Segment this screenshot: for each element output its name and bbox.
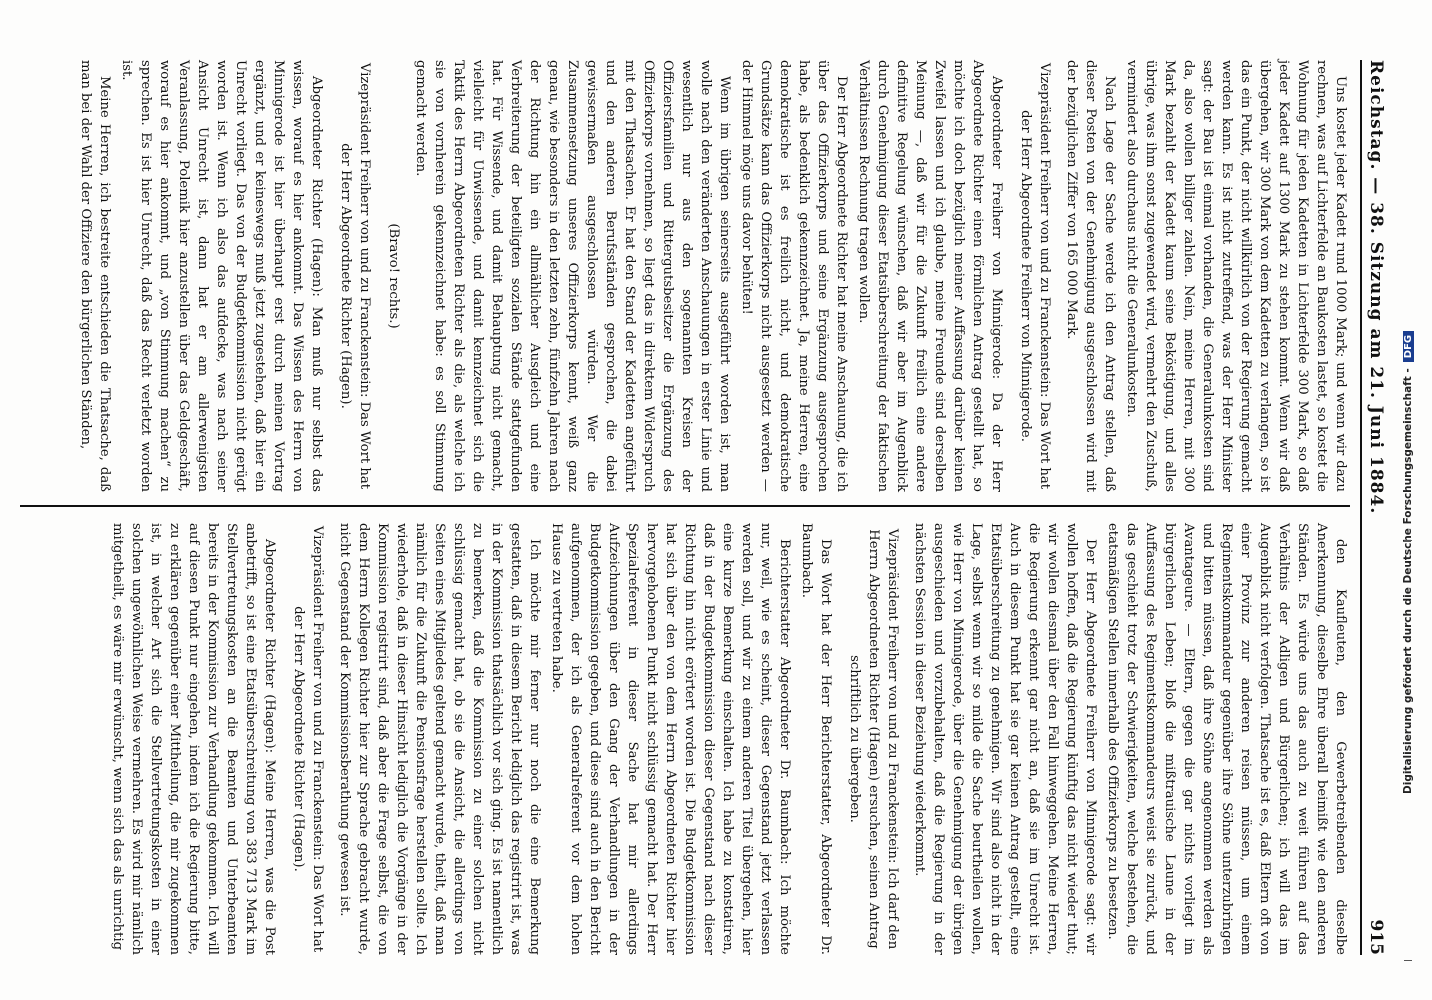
right-text-column: [105, 523, 1350, 955]
dfg-badge: DFG: [1403, 331, 1414, 362]
left-text-column: [73, 60, 1350, 492]
paragraph: Nach Lage der Sache werde ich den Antrag stellen, daß dieser Posten von der Genehmigung ausgeschlossen wird mit der bezüglichen Ziffer von 165 000 Mark.: [1064, 60, 1117, 492]
paragraph: den Kaufleuten, den Gewerbetreibenden dieselbe Anerkennung, dieselbe Ehre überall beimißt wie den anderen Ständen. Es würde uns das auch zu weit führen auf das Verhältnis der Adligen und Bürgerlichen; ich will das im Augenblick nicht verfolgen. Thatsache ist es, daß Eltern oft von einer Provinz zur anderen reisen müssen, um einem Regimentskommandeur gegenüber ihre Söhne unterzubringen und bitten müssen, daß ihre Söhne angenommen werden als Avantageure. — Eltern, gegen die gar nichts vorliegt im bürgerlichen Leben; bloß die mißtrauische Laune in der Auffassung des Regimentskommandeurs weist sie zurück, und das geschieht trotz der Schwierigkeiten, welche bestehen, die etatsmäßigen Stellen innerhalb des Offizierkorps zu besetzen.: [1105, 523, 1348, 955]
paragraph: Abgeordneter Richter (Hagen): Meine Herren, was die Post anbetrifft, so ist eine Etatsüberschreitung von 383 713 Mark im Stellvertretungskosten an die Beamten und Unterbeamten bereits in der Kommission zur Verhandlung gekommen. Ich will auf diesen Punkt nur eingehen, indem ich die Regierung bitte, zu erklären gegenüber einer Mittheilung, die mir zugekommen ist, in welcher Art sich die Stellvertretungskosten in einer solchen ungewöhnlichen Weise vermehren. Es wird mir nämlich mitgetheilt, es wäre mir erwünscht, wenn sich das als unrichtig: [110, 523, 277, 955]
paragraph: Der Herr Abgeordnete Richter hat meine Anschauung, die ich über das Offizierkorps und seine Ergänzung ausgesprochen habe, als bedenklich gekennzeichnet. Ja, meine Herren, eine demokratische ist es freilich nicht, und demokratische Grundsätze kann das Offizierkorps nicht ausgesetzt werden — der Himmel möge uns davor behüten!: [739, 60, 849, 492]
paragraph: Meine Herren, ich bestreite entschieden die Thatsache, daß man bei der Wahl der Offiziere den bürgerlichen Ständen,: [78, 60, 112, 492]
paragraph: Abgeordneter Freiherr von Minnigerode: Da der Herr Abgeordnete Richter einen förmlichen Antrag gestellt hat, so möchte ich doch bezüglich meiner Auffassung darüber keinen Zweifel lassen und ich glaube, meine Freunde sind derselben Meinung —, daß wir für die Zukunft freilich eine andere definitive Regelung wünschen, daß wir aber im Augenblick durch Genehmigung dieser Etatsüberschreitung der faktischen Verhältnissen Rechnung tragen wollen.: [856, 60, 1004, 492]
header-title: Reichstag. — 38. Sitzung am 21. Juni 1884.: [1366, 60, 1386, 515]
paragraph: Wenn im übrigen seinerseits ausgeführt worden ist, man wolle nach den veränderten Anschauungen in erster Linie und wesentlich nur aus den sogenannten Kreisen der Offiziersfamilien und Rittergutsbesitzer die Ergänzung des Offizierkorps vornehmen, so liegt das in direktem Widerspruch mit den Thatsachen. Er hat den Stand der Kadetten angeführt und den anderen Berufsständen gesprochen, die dabei gewissermaßen ausgeschlossen würden. Wer die Zusammensetzung unseres Offizierkorps kennt, weiß ganz genau, wie besonders in den letzten zehn, fünfzehn Jahren nach der Richtung hin ein allmählicher Ausgleich und eine Verbreiterung der beteiligten sozialen Stände stattgefunden hat. Für Wissende, und damit Behauptung nicht gemacht, vielleicht für Unwissende, und damit kennzeichnet sich die Taktik des Herrn Abgeordneten Richter als die, als welche ich sie von vornherein gekennzeichnet habe: es soll Stimmung gemacht werden.: [413, 60, 732, 492]
speaker-note: Vizepräsident Freiherr von und zu Franckenstein: Das Wort hat der Herr Abgeordnete Richter (Hagen).: [291, 525, 325, 953]
paragraph: Ich möchte mir ferner nur noch die eine Bemerkung gestatten, daß in diesem Bericht lediglich das registrirt ist, was in der Kommission thatsächlich vor sich ging. Es ist namentlich zu bemerken, daß die Kommission zu einer solchen nicht schlüssig gemacht hat, ob sie die Ansicht, die allerdings von Seiten eines Mitgliedes geltend gemacht wurde, theilt, daß man nämlich für die Zukunft die Pensionsfrage herstellen sollte. Ich wiederhole, daß in dieser Hinsicht lediglich die Vorgänge in der Kommission registrirt sind, daß aber die Frage selbst, die von dem Herrn Kollegen Richter hier zur Sprache gebracht wurde, nicht Gegenstand der Kommissionsberathung gewesen ist.: [337, 523, 542, 955]
credit-label: Digitalisierung gefördert durch die Deutsche Forschungsgemeinschaft -: [1402, 368, 1414, 794]
speaker-note: Vizepräsident Freiherr von und zu Franckenstein: Das Wort hat der Herr Abgeordnete Richter (Hagen).: [338, 62, 372, 490]
credit-text: [1402, 24, 1422, 794]
margin-tick: [1404, 960, 1412, 961]
speaker-note: Vizepräsident Freiherr von und zu Franckenstein: Das Wort hat der Herr Abgeordnete Freiherr von Minnigerode.: [1018, 62, 1052, 490]
margin-tick: [1404, 540, 1412, 541]
digitization-credit: [1402, 24, 1424, 794]
paragraph: Der Herr Abgeordnete Freiherr von Minnigerode sagt: wir wollen hoffen, daß die Regierung künftig das nicht wieder thut; wir wollen diesmal über den Fall hinweggehen. Meine Herren, die Regierung erkennt gar nicht an, daß sie im Unrecht ist. Auch in diesem Punkt hat sie gar keinen Antrag gestellt, eine Etatsüberschreitung zu genehmigen. Wir sind also nicht in der Lage, selbst wenn wir so milde die Sache beurtheilen wollen, wie Herr von Minnigerode, über die Genehmigung der übrigen ausgeschieden und vorzubehalten, daß die Regierung in der nächsten Session in dieser Beziehung wiederkommt.: [912, 523, 1098, 955]
speaker-note: Vizepräsident Freiherr von und zu Franckenstein: Ich darf den Herrn Abgeordneten Richter (Hagen) ersuchen, seinen Antrag schriftlich zu übergeben.: [847, 528, 900, 950]
page-number: 915: [1366, 919, 1386, 955]
paragraph: Das Wort hat der Herr Berichterstatter, Abgeordneter Dr. Baumbach.: [799, 523, 833, 955]
paragraph: Berichterstatter Abgeordneter Dr. Baumbach: Ich möchte nur, weil, wie es scheint, dieser Gegenstand jetzt verlassen werden soll, und wir zu einem anderen Titel übergehen, hier eine kurze Bemerkung einschalten. Ich habe zu konstatiren, daß in der Budgetkommission dieser Gegenstand nach dieser Richtung hin nicht erörtert worden ist. Die Budgetkommission hat sich über den von dem Herrn Abgeordneten Richter hier hervorgehobenen Punkt nicht schlüssig gemacht hat. Der Herr Spezialreferent in dieser Sache hat mir allerdings Aufzeichnungen über den Gang der Verhandlungen in der Budgetkommission gegeben, und diese sind auch in den Bericht aufgenommen, der ich als Generalreferent vor dem hohen Hause zu vertreten habe.: [549, 523, 792, 955]
paragraph: Uns kostet jeder Kadett rund 1000 Mark; und wenn wir dazu rechnen, was auf Lichterfelde an Baukosten lastet, so kostet die Wohnung für jeden Kadetten in Lichterfelde 300 Mark, so daß jeder Kadett auf 1300 Mark zu stehen kommt. Wenn wir daß übergehen, wir 300 Mark von dem Kadetten zu verlangen, so ist das ein Punkt, der nicht willkürlich von der Regierung gemacht werden kann. Es ist nicht zutreffend, was der Herr Minister sagt: der Bau ist einmal vorhanden, die Generalunkosten sind da, also wollen billiger zahlen. Nein, meine Herren, mit 300 Mark bezahlt der Kadett kaum seine Beköstigung, und alles übrige, was ihm sonst zugewendet wird, vermehrt den Zuschuß, vermindert also durchaus nicht die Generalunkosten.: [1124, 60, 1348, 492]
page-header: [1360, 60, 1402, 955]
column-divider: [20, 505, 1350, 507]
applause-note: (Bravo! rechts.): [386, 223, 401, 329]
paragraph: Abgeordneter Richter (Hagen): Man muß nur selbst das wissen, worauf es hier ankommt. Das Wissen des Herrn von Minnigerode ist hier überhaupt erst durch meinen Vortrag ergänzt, und er keineswegs muß jetzt zugestehen, daß hier ein Unrecht vorliegt. Das von der Budgetkommission nicht gerügt worden ist. Wenn ich also das aufdecke, was nach seiner Ansicht Unrecht ist, dann hat er am allerwenigsten Veranlassung, Polemik hier anzustellen über das Geldgeschäft, worauf es hier ankommt, und „von Stimmung machen“ zu sprechen. Es ist hier Unrecht, daß das Recht verletzt worden ist.: [119, 60, 324, 492]
